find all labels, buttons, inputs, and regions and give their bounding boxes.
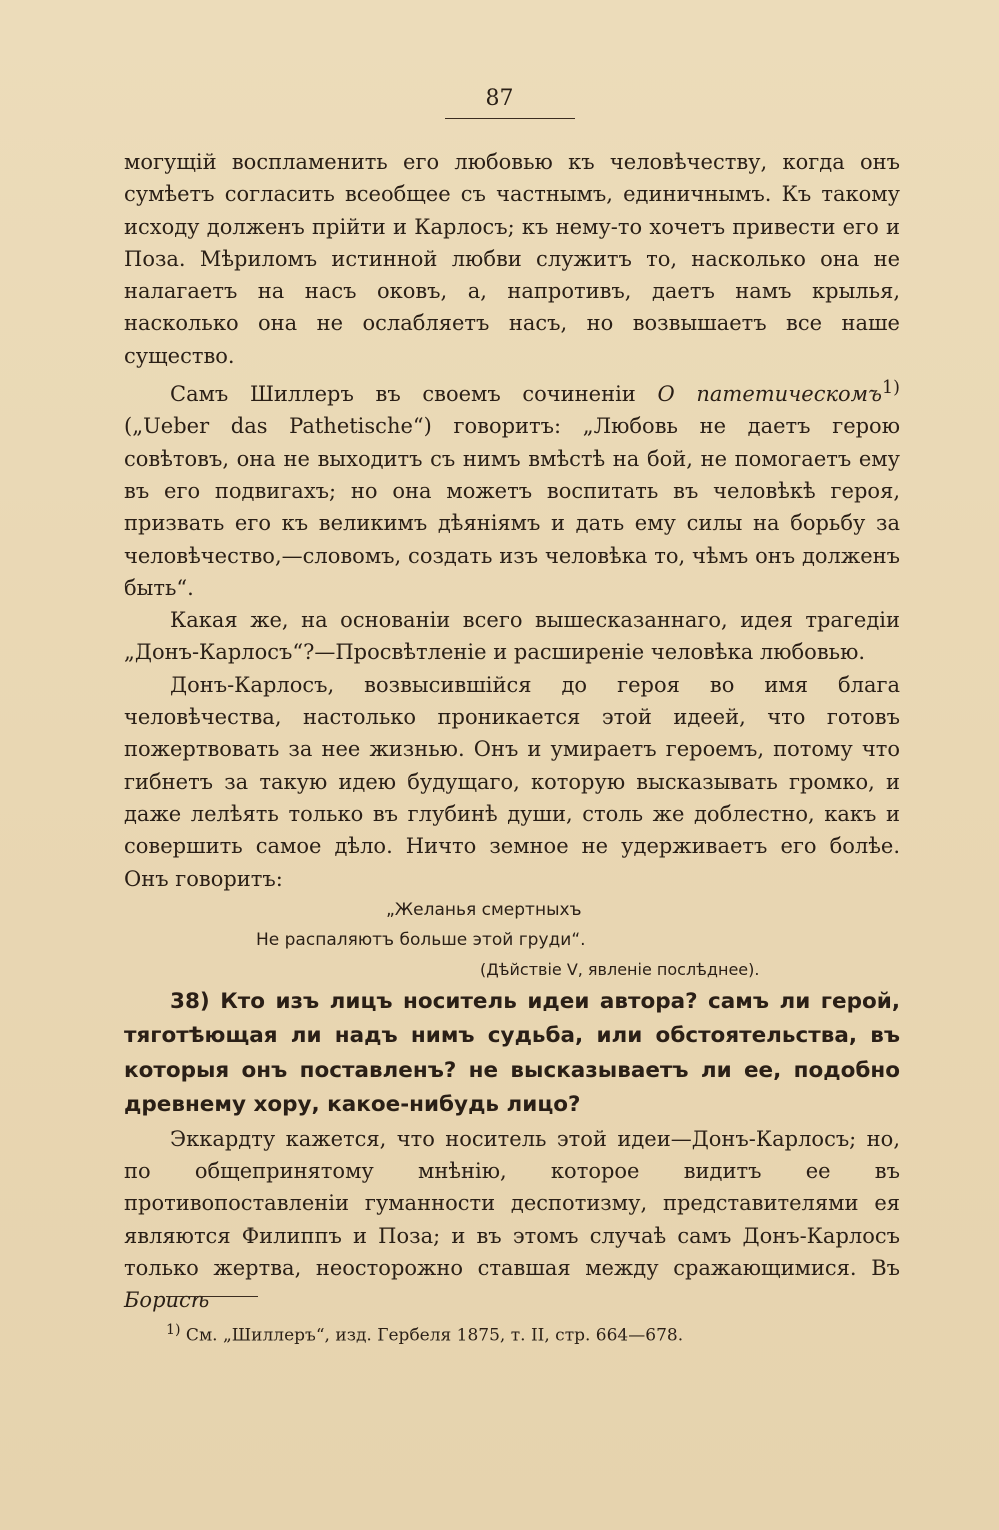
- paragraph-1: могущій воспламенить его любовью къ человѣчеству, когда онъ сумѣетъ согласить всеобщее съ частнымъ, единичнымъ. Къ такому исходу долженъ прійти и Карлосъ; къ нему-то хочетъ привести его и Поза. Мѣриломъ истинной любви служитъ то, насколько она не налагаетъ на насъ оковъ, а, напротивъ, даетъ намъ крылья, насколько она не ослабляетъ насъ, но возвышаетъ все наше существо.: [124, 150, 900, 368]
- footnote-text: См. „Шиллеръ“, изд. Гербеля 1875, т. II, стр. 664—678.: [180, 1325, 684, 1346]
- paragraph-2-rest: („Ueber das Pathetische“) говоритъ: „Любовь не даетъ герою совѣтовъ, она не выходитъ съ нимъ вмѣстѣ на бой, не помогаетъ ему въ его подвигахъ; но она можетъ воспитать въ человѣкѣ героя, призвать его къ великимъ дѣяніямъ и дать ему силы на борьбу за человѣчество,—словомъ, создать изъ человѣка то, чѣмъ онъ долженъ быть“.: [124, 414, 900, 600]
- section-heading: 38) Кто изъ лицъ носитель идеи автора? самъ ли герой, тяготѣющая ли надъ нимъ судьба, или обстоятельства, въ которыя онъ поставленъ? не высказываетъ ли ее, подобно древнему хору, какое-нибудь лицо?: [124, 988, 900, 1118]
- paragraph-5-text: Эккардту кажется, что носитель этой идеи—Донъ-Карлосъ; но, по общепринятому мнѣнію, которое видитъ ее въ противопоставленіи гуманности деспотизму, представителями ея являются Филиппъ и Поза; и въ этомъ случаѣ самъ Донъ-Карлосъ только жертва, неосторожно ставшая между сражающимися. Въ: [124, 1126, 900, 1281]
- paragraph-2-lead: Самъ Шиллеръ въ своемъ сочиненіи: [170, 382, 658, 407]
- paragraph-5-italic: Борисѣ: [124, 1288, 210, 1313]
- page-number: 87: [485, 86, 514, 111]
- quote-line-1: „Желанья смертныхъ: [386, 899, 582, 920]
- header-rule: [445, 118, 575, 119]
- footnote-rule: [166, 1296, 258, 1297]
- quote-line-2: Не распаляютъ больше этой груди“.: [256, 929, 586, 950]
- footnote-number: 1): [166, 1322, 181, 1338]
- page-body: [124, 146, 900, 1317]
- work-title: О патетическомъ: [657, 382, 883, 407]
- quote-source: (Дѣйствіе V, явленіе послѣднее).: [480, 959, 760, 979]
- footnote: [166, 1318, 906, 1348]
- paragraph-4: Донъ-Карлосъ, возвысившійся до героя во имя блага человѣчества, настолько проникается этой идеей, что готовъ пожертвовать за нее жизнью. Онъ и умираетъ героемъ, потому что гибнетъ за такую идею будущаго, которую высказывать громко, и даже лелѣять только въ глубинѣ души, столь же доблестно, какъ и совершить самое дѣло. Ничто земное не удерживаетъ его болѣе. Онъ говоритъ:: [124, 672, 900, 891]
- paragraph-3: Какая же, на основаніи всего вышесказаннаго, идея трагедіи „Донъ-Карлосъ“?—Просвѣтленіе и расширеніе человѣка любовью.: [124, 608, 900, 665]
- footnote-mark[interactable]: 1): [882, 378, 901, 399]
- paragraph-5: [124, 1123, 900, 1317]
- paragraph-2: [124, 372, 900, 604]
